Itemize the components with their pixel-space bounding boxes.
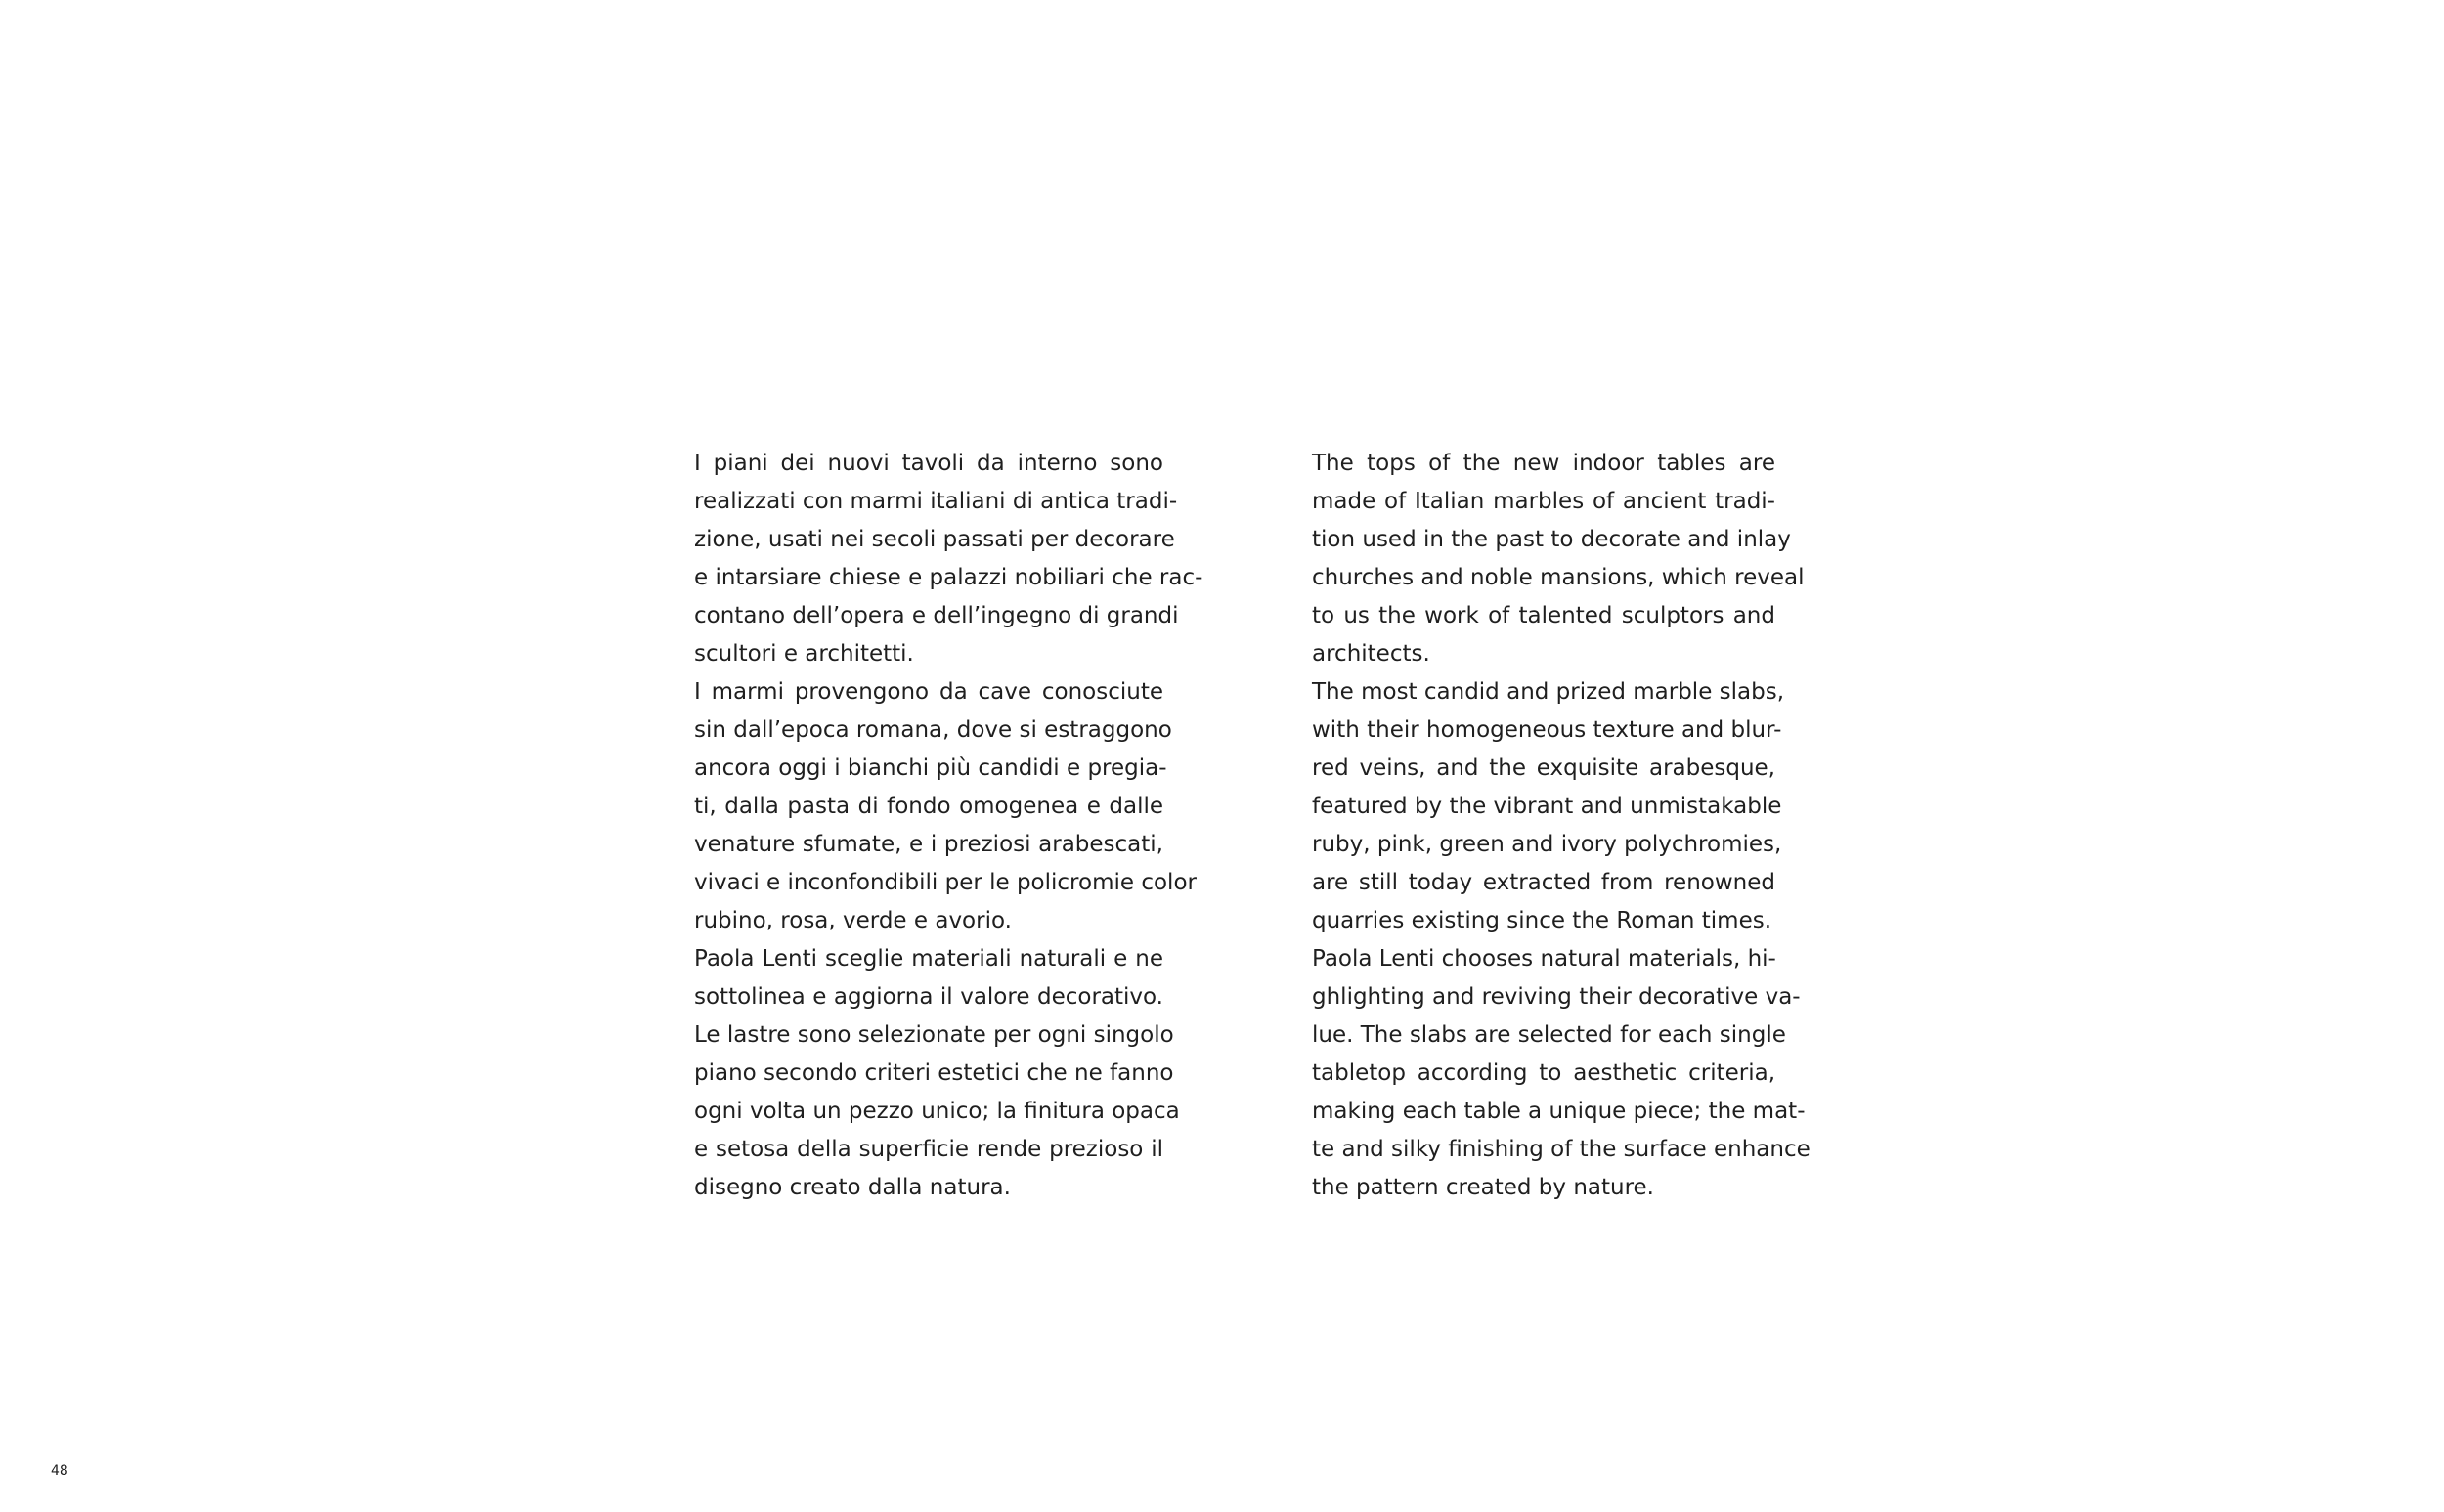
english-line: made of Italian marbles of ancient tradi- bbox=[1312, 489, 1775, 514]
english-line: making each table a unique piece; the mat- bbox=[1312, 1099, 1806, 1124]
english-line: with their homogeneous texture and blur- bbox=[1312, 717, 1782, 743]
english-line: churches and noble mansions, which reveal bbox=[1312, 565, 1805, 590]
italian-line: disegno creato dalla natura. bbox=[694, 1175, 1011, 1200]
english-line: tion used in the past to decorate and inlay bbox=[1312, 527, 1791, 552]
english-line: The tops of the new indoor tables are bbox=[1312, 451, 1775, 476]
english-line: architects. bbox=[1312, 641, 1430, 667]
italian-line: contano dell’opera e dell’ingegno di grandi bbox=[694, 603, 1179, 628]
italian-line: ancora oggi i bianchi più candidi e pregia- bbox=[694, 756, 1167, 781]
english-line: are still today extracted from renowned bbox=[1312, 870, 1775, 895]
english-line: lue. The slabs are selected for each single bbox=[1312, 1022, 1786, 1048]
english-line: red veins, and the exquisite arabesque, bbox=[1312, 756, 1775, 781]
italian-line: rubino, rosa, verde e avorio. bbox=[694, 908, 1012, 933]
italian-line: Le lastre sono selezionate per ogni singolo bbox=[694, 1022, 1174, 1048]
english-line: featured by the vibrant and unmistakable bbox=[1312, 794, 1782, 819]
italian-text-column bbox=[694, 445, 1203, 1207]
italian-line: venature sfumate, e i preziosi arabescati, bbox=[694, 832, 1163, 857]
italian-line: e intarsiare chiese e palazzi nobiliari che rac- bbox=[694, 565, 1203, 590]
italian-line: e setosa della superficie rende prezioso il bbox=[694, 1137, 1163, 1162]
english-line: Paola Lenti chooses natural materials, hi- bbox=[1312, 946, 1776, 972]
english-line: The most candid and prized marble slabs, bbox=[1312, 679, 1785, 705]
italian-line: piano secondo criteri estetici che ne fanno bbox=[694, 1060, 1174, 1086]
italian-line: scultori e architetti. bbox=[694, 641, 914, 667]
english-line: ghlighting and reviving their decorative va- bbox=[1312, 984, 1801, 1010]
english-line: ruby, pink, green and ivory polychromies, bbox=[1312, 832, 1782, 857]
italian-line: I marmi provengono da cave conosciute bbox=[694, 679, 1163, 705]
english-line: the pattern created by nature. bbox=[1312, 1175, 1654, 1200]
italian-line: I piani dei nuovi tavoli da interno sono bbox=[694, 451, 1163, 476]
italian-line: realizzati con marmi italiani di antica tradi- bbox=[694, 489, 1178, 514]
english-line: quarries existing since the Roman times. bbox=[1312, 908, 1772, 933]
english-line: tabletop according to aesthetic criteria, bbox=[1312, 1060, 1775, 1086]
italian-line: ogni volta un pezzo unico; la finitura opaca bbox=[694, 1099, 1180, 1124]
italian-line: ti, dalla pasta di fondo omogenea e dalle bbox=[694, 794, 1163, 819]
page-number: 48 bbox=[51, 1463, 68, 1479]
italian-line: zione, usati nei secoli passati per decorare bbox=[694, 527, 1175, 552]
english-line: te and silky finishing of the surface enhance bbox=[1312, 1137, 1811, 1162]
english-line: to us the work of talented sculptors and bbox=[1312, 603, 1775, 628]
italian-line: sottolinea e aggiorna il valore decorativo. bbox=[694, 984, 1163, 1010]
italian-line: sin dall’epoca romana, dove si estraggono bbox=[694, 717, 1172, 743]
english-text-column bbox=[1312, 445, 1811, 1207]
italian-line: vivaci e inconfondibili per le policromie color bbox=[694, 870, 1197, 895]
italian-line: Paola Lenti sceglie materiali naturali e ne bbox=[694, 946, 1163, 972]
